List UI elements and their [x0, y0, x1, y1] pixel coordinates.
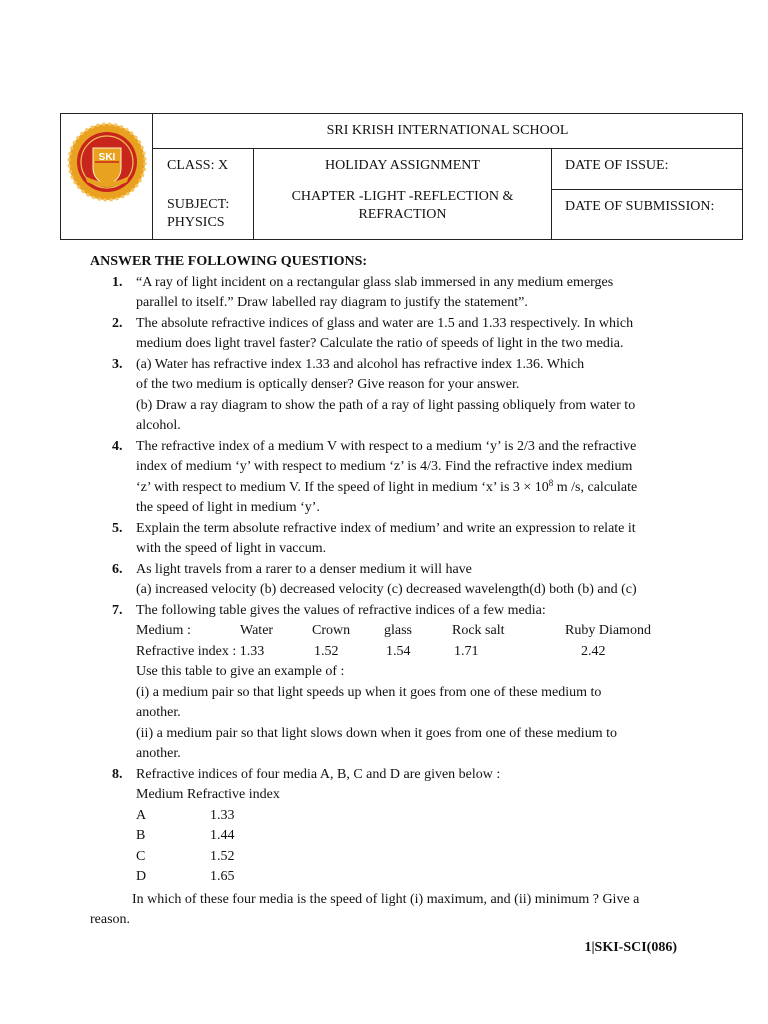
media-row — [136, 806, 680, 827]
page-footer: 1|SKI-SCI(086) — [584, 940, 677, 955]
table-cell: Water — [240, 623, 274, 638]
medium-index: 1.52 — [210, 848, 235, 864]
question-number: 2. — [112, 315, 123, 331]
question-number: 1. — [112, 274, 123, 290]
class-label: CLASS: X — [167, 158, 229, 173]
question-number: 6. — [112, 561, 123, 577]
table-cell: Crown — [312, 623, 351, 638]
question-number: 3. — [112, 356, 123, 372]
table-cell: Ruby Diamond — [565, 623, 651, 638]
medium-index: 1.33 — [210, 807, 235, 823]
question-text: The absolute refractive indices of glass and water are 1.5 and 1.33 respectively. In which — [136, 315, 634, 331]
question-text: alcohol. — [136, 418, 181, 433]
medium-label: C — [136, 848, 146, 864]
question-8 — [90, 765, 680, 888]
date-of-submission: DATE OF SUBMISSION: — [565, 199, 715, 214]
school-name: SRI KRISH INTERNATIONAL SCHOOL — [326, 123, 569, 138]
media-row — [136, 826, 680, 847]
table-cell: Refractive index : 1.33 — [136, 643, 265, 659]
question-number: 8. — [112, 766, 123, 782]
assignment-title: HOLIDAY ASSIGNMENT — [325, 158, 480, 173]
medium-index: 1.65 — [210, 869, 235, 884]
question-text: Refractive indices of four media A, B, C and D are given below : — [136, 766, 501, 782]
divider — [551, 148, 552, 239]
question-text: reason. — [90, 912, 131, 927]
date-of-issue: DATE OF ISSUE: — [565, 158, 669, 173]
table-cell: 1.54 — [386, 643, 411, 659]
question-text: (i) a medium pair so that light speeds up when it goes from one of these medium to — [136, 684, 602, 700]
question-7 — [90, 601, 680, 765]
subject-label: SUBJECT: — [167, 197, 230, 212]
table-cell: 2.42 — [581, 643, 606, 659]
table-cell: 1.52 — [314, 643, 339, 659]
question-text: parallel to itself.” Draw labelled ray diagram to justify the statement”. — [136, 295, 528, 310]
media-row — [136, 867, 680, 888]
media-row — [136, 847, 680, 868]
medium-label: B — [136, 828, 146, 843]
question-number: 4. — [112, 438, 123, 454]
question-text: In which of these four media is the speed of light (i) maximum, and (ii) minimum ? Give a — [132, 891, 640, 907]
question-number: 7. — [112, 602, 123, 618]
subject-value: PHYSICS — [167, 215, 225, 230]
question-text: As light travels from a rarer to a denser medium it will have — [136, 561, 472, 577]
question-5 — [90, 519, 680, 560]
chapter-line: REFRACTION — [358, 207, 447, 222]
question-2 — [90, 314, 680, 355]
question-text: “A ray of light incident on a rectangular glass slab immersed in any medium emerges — [136, 274, 614, 290]
question-text: of the two medium is optically denser? Give reason for your answer. — [136, 377, 520, 392]
question-1 — [90, 273, 680, 314]
section-heading: ANSWER THE FOLLOWING QUESTIONS: — [90, 254, 368, 269]
question-section — [90, 252, 680, 931]
question-text: with the speed of light in vaccum. — [136, 541, 327, 556]
table-cell: Rock salt — [452, 623, 505, 638]
header-table — [60, 113, 743, 240]
question-text-with-exponent — [136, 478, 680, 499]
question-options: (a) increased velocity (b) decreased velocity (c) decreased wavelength(d) both (b) and (c) — [136, 582, 637, 597]
question-6 — [90, 560, 680, 601]
question-text: index of medium ‘y’ with respect to medium ‘z’ is 4/3. Find the refractive index medium — [136, 459, 633, 474]
question-text: The following table gives the values of refractive indices of a few media: — [136, 602, 546, 618]
logo-text: SKI — [98, 152, 116, 163]
question-text: m /s, calculate — [553, 479, 638, 495]
question-number: 5. — [112, 520, 123, 536]
question-text: another. — [136, 746, 181, 761]
question-text: ‘z’ with respect to medium V. If the speed of light in medium ‘x’ is 3 × 10 — [136, 479, 549, 495]
refractive-table-index-row — [136, 642, 680, 663]
refractive-table-medium-row — [136, 621, 680, 642]
table-cell: Medium : — [136, 623, 191, 638]
question-text: another. — [136, 705, 181, 720]
subject — [167, 192, 253, 236]
medium-label: D — [136, 869, 147, 884]
chapter-title — [254, 184, 551, 228]
exponent: 8 — [548, 477, 554, 488]
question-text: the speed of light in medium ‘y’. — [136, 500, 320, 515]
question-list — [90, 273, 680, 931]
table-header: Medium Refractive index — [136, 787, 280, 802]
question-text: Use this table to give an example of : — [136, 664, 345, 679]
question-text: Explain the term absolute refractive index of medium’ and write an expression to relate it — [136, 520, 636, 536]
question-text: (b) Draw a ray diagram to show the path of a ray of light passing obliquely from water to — [136, 397, 636, 413]
question-4 — [90, 437, 680, 519]
table-cell: 1.71 — [454, 643, 479, 659]
medium-label: A — [136, 807, 147, 823]
question-text: (ii) a medium pair so that light slows down when it goes from one of these medium to — [136, 725, 617, 741]
question-text: The refractive index of a medium V with respect to a medium ‘y’ is 2/3 and the refractive — [136, 438, 637, 454]
school-logo — [67, 122, 147, 202]
chapter-line: CHAPTER -LIGHT -REFLECTION & — [291, 189, 514, 204]
closing-question — [90, 888, 680, 931]
question-text: medium does light travel faster? Calculate the ratio of speeds of light in the two media. — [136, 336, 624, 351]
table-cell: glass — [384, 623, 412, 638]
question-text: (a) Water has refractive index 1.33 and alcohol has refractive index 1.36. Which — [136, 356, 585, 372]
question-3 — [90, 355, 680, 437]
medium-index: 1.44 — [210, 828, 235, 843]
